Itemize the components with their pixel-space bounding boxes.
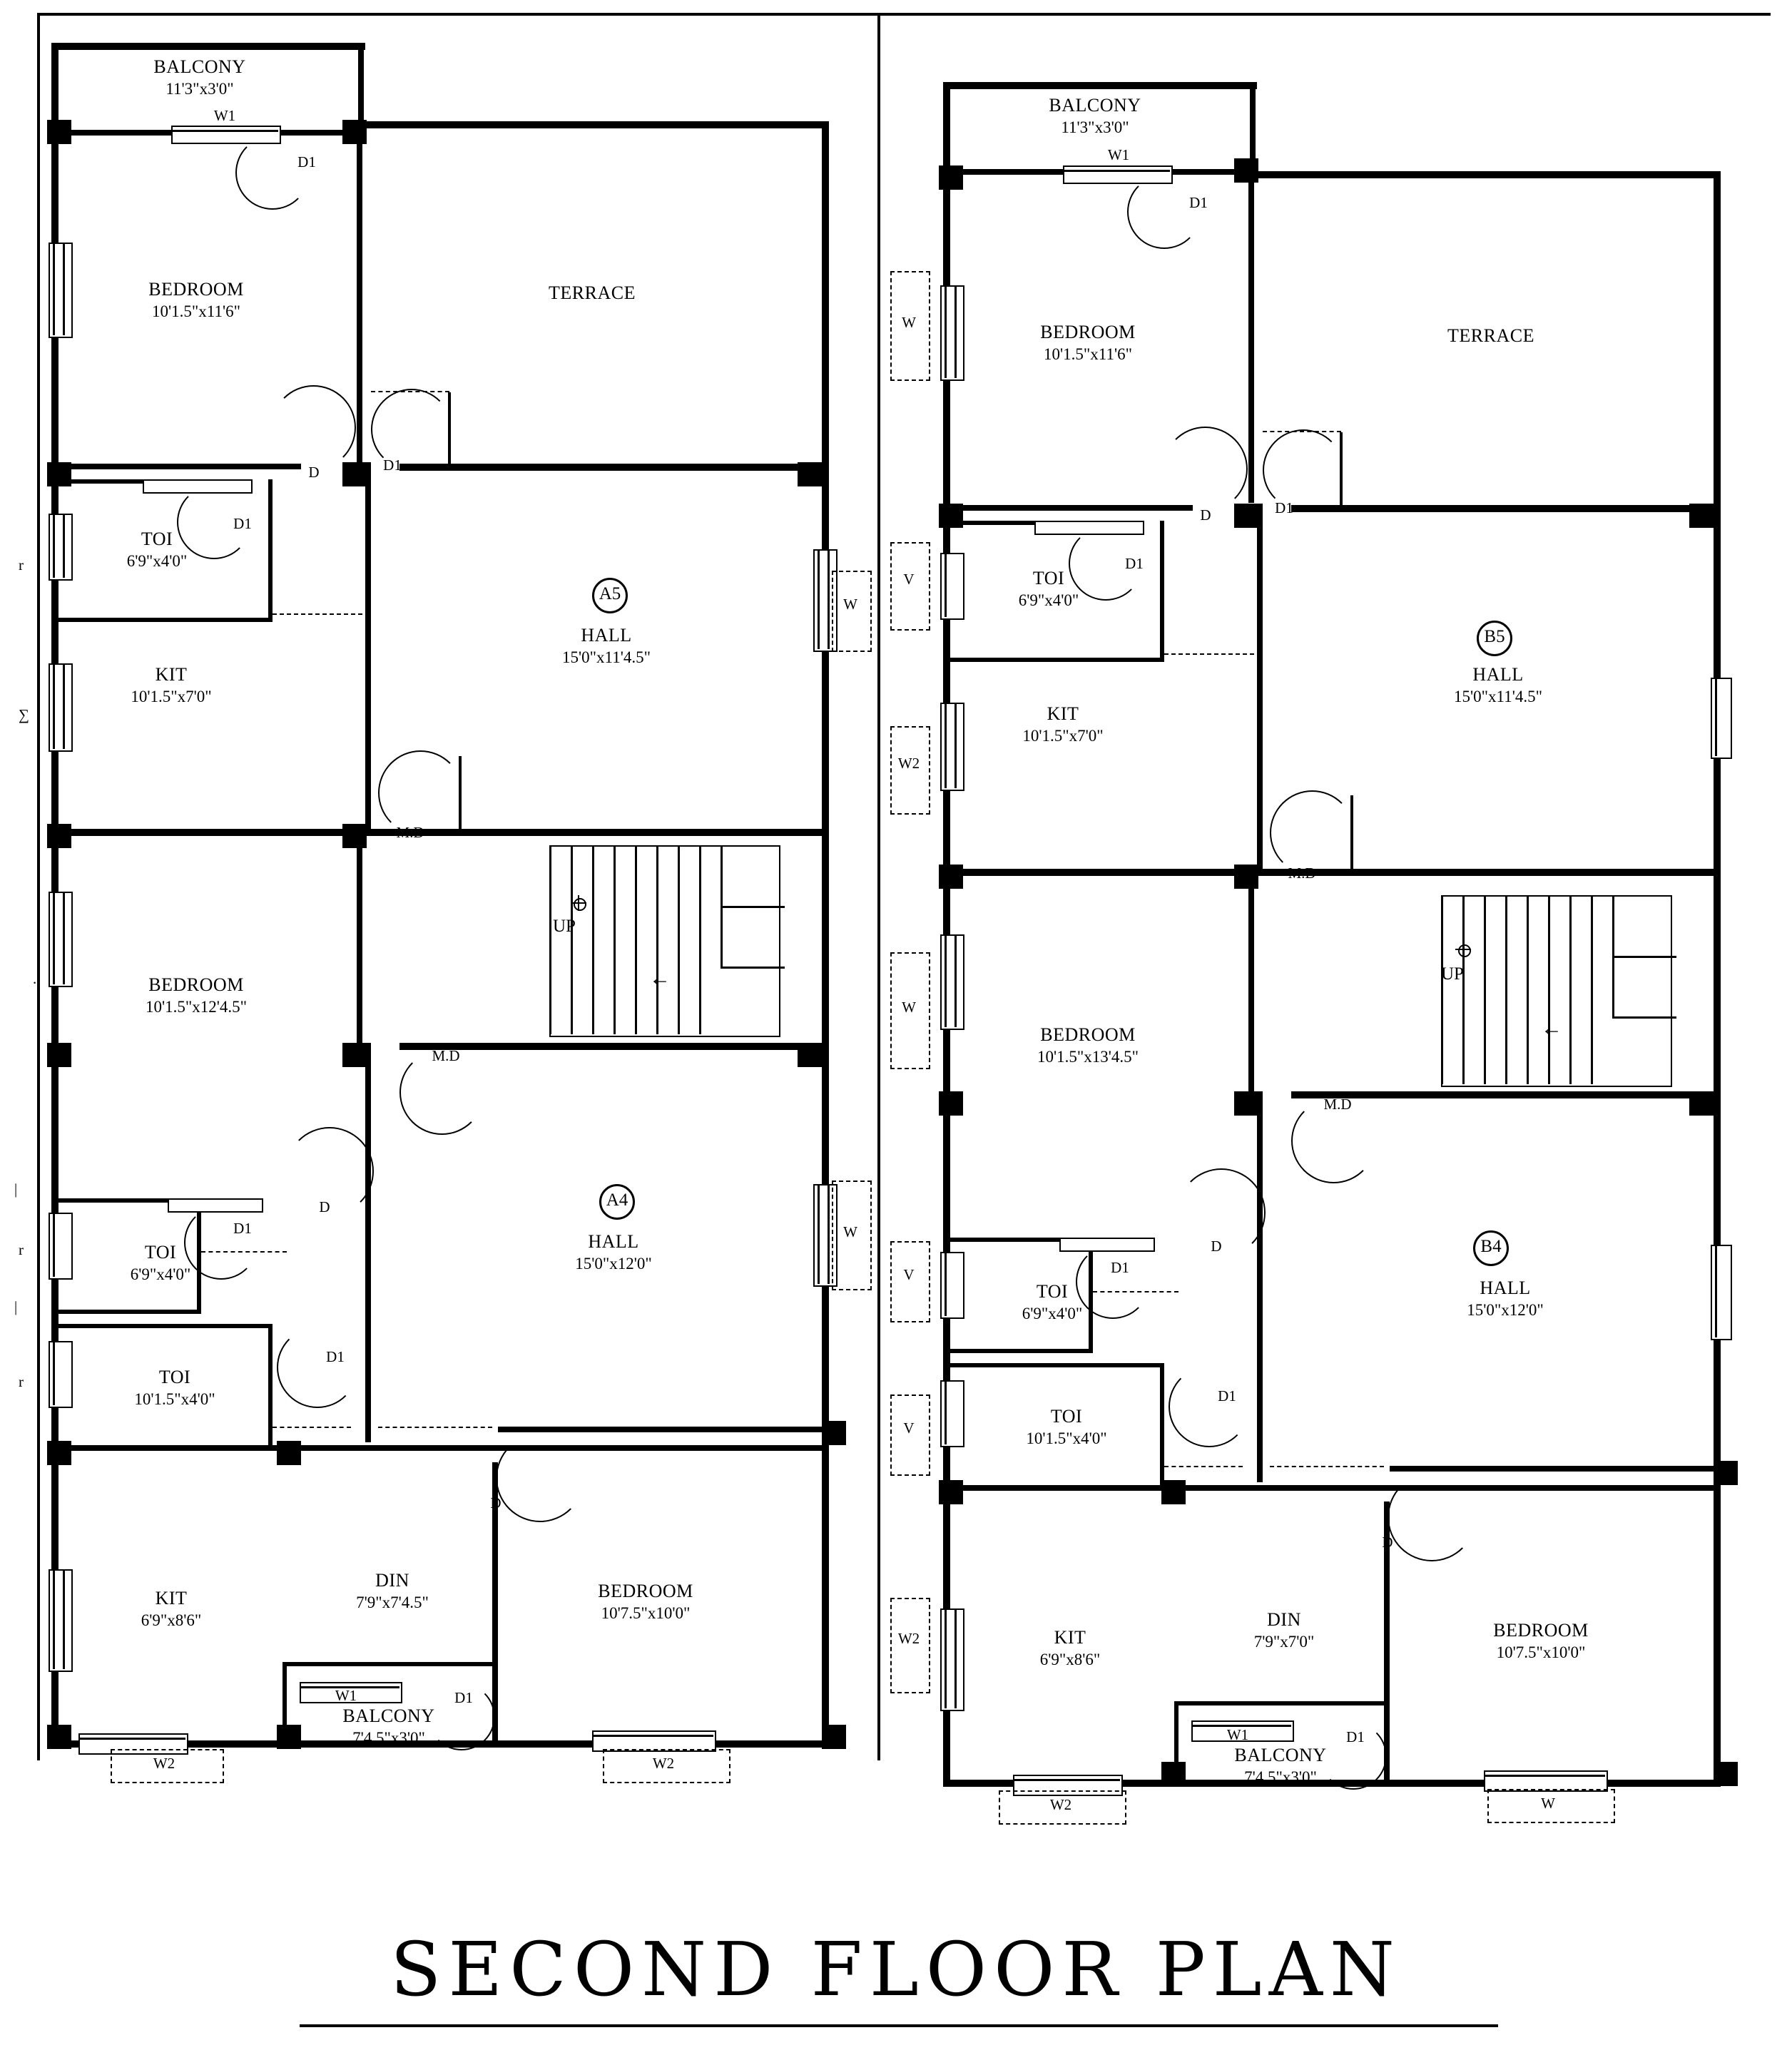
room-dim: 7'9"x7'0" xyxy=(1253,1632,1315,1651)
opening-label-d1: D1 xyxy=(1275,499,1293,516)
room-name: BEDROOM xyxy=(598,1581,693,1601)
wall-bedroom2-right-b4 xyxy=(1248,876,1254,1091)
wall-hall-left-b4 xyxy=(1257,1091,1263,1482)
opening-label-v: V xyxy=(903,571,915,588)
opening-label-w: W xyxy=(843,596,857,613)
room-bedroom-a4 xyxy=(71,974,321,1017)
room-name: BALCONY xyxy=(153,56,246,77)
wall-toi4-top-b4 xyxy=(950,1363,1164,1367)
room-dim: 11'3"x3'0" xyxy=(166,79,234,98)
room-dim: 10'1.5"x12'4.5" xyxy=(145,997,248,1016)
door-swing-arc xyxy=(285,1127,374,1215)
door-swing-arc xyxy=(371,389,452,470)
opening-label-d1: D1 xyxy=(326,1348,345,1365)
room-balcony-b5 xyxy=(988,94,1202,138)
opening-label-w1: W1 xyxy=(335,1687,357,1704)
title-underline xyxy=(300,2024,1498,2027)
room-kit-a5 xyxy=(71,663,271,707)
room-name: KIT xyxy=(155,1588,188,1608)
door-leaf xyxy=(448,392,451,467)
room-name: TOI xyxy=(158,1367,191,1387)
stair-landing-edge xyxy=(1612,1016,1676,1019)
column xyxy=(822,1725,846,1749)
door-swing-arc xyxy=(1069,526,1143,601)
stair-tread xyxy=(549,845,551,1034)
door-swing-arc xyxy=(1320,1723,1387,1790)
room-dim: 15'0"x12'0" xyxy=(575,1254,652,1273)
opening-label-w2: W2 xyxy=(652,1755,675,1772)
wall-kit-din-b4 xyxy=(950,1485,1721,1491)
column xyxy=(1714,1762,1738,1786)
window xyxy=(1711,678,1732,759)
window-line xyxy=(63,892,65,984)
opening-label-w: W xyxy=(843,1223,857,1240)
terrace-wall-top-b xyxy=(1257,171,1721,178)
column xyxy=(1234,504,1258,528)
room-bedroom3-a4 xyxy=(528,1580,763,1623)
room-dim: 11'3"x3'0" xyxy=(1061,118,1129,136)
stair-tread xyxy=(656,845,658,1034)
window-line xyxy=(53,514,55,578)
plan-title: SECOND FLOOR PLAN xyxy=(390,1926,1402,2013)
window-line xyxy=(63,1569,65,1669)
window xyxy=(1711,1245,1732,1340)
opening-label-w2: W2 xyxy=(897,755,920,772)
room-name: KIT xyxy=(155,664,188,685)
door-swing-arc xyxy=(1177,1168,1266,1257)
edge-tick: | xyxy=(14,1181,18,1198)
edge-tick: r xyxy=(19,1241,24,1258)
opening-label-md: M.D xyxy=(1288,865,1316,882)
room-name: BALCONY xyxy=(342,1705,435,1726)
room-kit-b4 xyxy=(992,1626,1149,1670)
opening-label-w1: W1 xyxy=(213,107,236,124)
stair-tread xyxy=(1441,895,1443,1084)
room-dim: 6'9"x4'0" xyxy=(1018,591,1079,609)
room-dim: 6'9"x4'0" xyxy=(126,551,188,570)
opening-label-d1: D1 xyxy=(1218,1387,1236,1404)
dash-line xyxy=(273,1427,351,1428)
column xyxy=(47,1725,71,1749)
room-name: BEDROOM xyxy=(148,974,244,995)
room-toi2-b4 xyxy=(967,1405,1166,1449)
door-swing-arc xyxy=(1388,1473,1476,1561)
wall-hall-top-a5 xyxy=(399,464,828,471)
opening-label-d1: D1 xyxy=(383,457,402,474)
room-hall-b5 xyxy=(1391,663,1605,707)
exterior-wall-top xyxy=(51,43,365,50)
opening-label-d: D xyxy=(319,1198,330,1215)
staircase-b xyxy=(1441,895,1672,1087)
stair-tread xyxy=(1484,895,1486,1084)
edge-tick: r xyxy=(19,1373,24,1390)
opening-label-d: D xyxy=(1211,1238,1222,1255)
wall-toi-kit-a5 xyxy=(58,618,273,622)
door-swing-arc xyxy=(177,485,251,559)
room-terrace-a5 xyxy=(471,282,713,305)
window-line xyxy=(945,703,947,788)
window-line xyxy=(1063,170,1170,172)
window-line xyxy=(171,130,278,132)
door-swing-arc xyxy=(235,136,310,210)
room-name: TOI xyxy=(1050,1406,1083,1427)
opening-label-w2: W2 xyxy=(1049,1796,1072,1813)
opening-label-d1: D1 xyxy=(233,1220,252,1237)
room-dim: 10'1.5"x11'6" xyxy=(152,302,240,320)
room-kit-a4 xyxy=(93,1587,250,1631)
opening-label-d: D xyxy=(1382,1534,1393,1551)
stair-up-label: UP xyxy=(553,917,576,936)
column xyxy=(47,824,71,848)
opening-label-md: M.D xyxy=(396,824,424,841)
stair-tread xyxy=(678,845,680,1034)
dash-line xyxy=(1263,431,1341,432)
room-bedroom-b4 xyxy=(963,1024,1213,1067)
door-swing-arc xyxy=(1076,1245,1150,1319)
wall-bedroom2-right-a4 xyxy=(357,836,362,1043)
sheet-center-divider xyxy=(877,13,880,1760)
stair-direction-arrow: ← xyxy=(1541,1016,1562,1040)
wall-toi-right-b5 xyxy=(1160,521,1164,662)
window-line xyxy=(53,243,55,335)
door-swing-arc xyxy=(378,750,463,835)
opening-label-v: V xyxy=(903,1266,915,1283)
room-dim: 15'0"x11'4.5" xyxy=(1454,687,1542,705)
wall-balcony-top-a4 xyxy=(282,1662,497,1666)
opening-label-d: D xyxy=(490,1494,502,1511)
opening-label-w: W xyxy=(902,999,916,1016)
window-line xyxy=(954,934,957,1027)
exterior-wall-right-b xyxy=(1714,171,1721,1787)
stair-tread xyxy=(1505,895,1507,1084)
door-swing-arc xyxy=(184,1205,258,1280)
wall-toi4-top-a4 xyxy=(58,1324,273,1328)
stair-center-mark xyxy=(1455,942,1471,957)
room-name: BEDROOM xyxy=(1493,1620,1589,1641)
window-line xyxy=(1715,678,1717,756)
window-line xyxy=(945,1252,947,1316)
opening-label-v: V xyxy=(903,1419,915,1437)
window-line xyxy=(945,934,947,1027)
opening-label-d1: D1 xyxy=(1346,1728,1365,1745)
column xyxy=(1714,1461,1738,1485)
room-balcony-a5 xyxy=(93,56,307,99)
room-name: BALCONY xyxy=(1234,1745,1327,1765)
stair-tread xyxy=(592,845,594,1034)
room-dim: 10'1.5"x11'6" xyxy=(1044,345,1132,363)
column xyxy=(342,462,367,486)
opening-label-w: W xyxy=(1541,1795,1555,1812)
window-line xyxy=(818,1184,820,1284)
unit-tag-a5: A5 xyxy=(592,578,628,613)
opening-label-d1: D1 xyxy=(454,1689,473,1706)
column xyxy=(822,1421,846,1445)
opening-label-w2: W2 xyxy=(897,1630,920,1647)
door-leaf xyxy=(459,756,462,831)
opening-label-w1: W1 xyxy=(1226,1726,1249,1743)
room-name: TOI xyxy=(141,529,173,549)
stair-landing-edge xyxy=(721,967,785,969)
wall-bedroom-bottom-a5 xyxy=(58,464,301,469)
wall-toi-kit-b5 xyxy=(950,658,1164,662)
stair-landing-edge xyxy=(721,906,785,908)
dash-line xyxy=(1164,1466,1243,1467)
door-swing-arc xyxy=(399,1050,484,1135)
column xyxy=(1234,158,1258,183)
window-line xyxy=(945,1608,947,1708)
window-line xyxy=(1013,1779,1120,1781)
room-terrace-b5 xyxy=(1370,325,1612,348)
room-name: TOI xyxy=(1032,568,1065,588)
sheet-border-top-left xyxy=(37,13,879,16)
room-bedroom3-b4 xyxy=(1423,1619,1659,1663)
room-dim: 15'0"x12'0" xyxy=(1467,1300,1544,1319)
stair-tread xyxy=(614,845,616,1034)
dash-line xyxy=(371,391,449,392)
wall-toi3-bottom-b4 xyxy=(950,1349,1093,1353)
door-leaf xyxy=(1340,432,1343,507)
window-line xyxy=(954,1608,957,1708)
column xyxy=(342,824,367,848)
column xyxy=(1234,1091,1258,1116)
room-bedroom-b5 xyxy=(970,321,1206,364)
column xyxy=(342,1043,367,1067)
room-dim: 10'1.5"x7'0" xyxy=(1022,726,1104,745)
edge-tick: | xyxy=(14,1298,18,1315)
edge-tick: r xyxy=(19,556,24,573)
window-line xyxy=(945,553,947,617)
room-name: KIT xyxy=(1054,1627,1086,1648)
unit-tag-b5: B5 xyxy=(1477,621,1512,656)
window-line xyxy=(53,663,55,749)
window-line xyxy=(828,549,830,649)
room-dim: 6'9"x8'6" xyxy=(141,1611,202,1629)
terrace-wall-top xyxy=(365,121,829,128)
room-kit-b5 xyxy=(963,703,1163,746)
window-line xyxy=(954,703,957,788)
window-line xyxy=(78,1738,185,1740)
window-line xyxy=(954,285,957,378)
room-dim: 10'1.5"x4'0" xyxy=(1026,1429,1107,1447)
opening-label-w: W xyxy=(902,314,916,331)
door-swing-arc xyxy=(428,1683,495,1750)
sheet-border-top-right xyxy=(879,13,1771,16)
wall-bedroom-right-b5 xyxy=(1248,175,1254,503)
unit-tag-b4: B4 xyxy=(1473,1230,1509,1266)
column xyxy=(342,120,367,144)
opening-label-d1: D1 xyxy=(1125,555,1144,572)
dash-line xyxy=(378,1427,492,1428)
room-name: HALL xyxy=(588,1231,639,1252)
door-swing-arc xyxy=(1169,1366,1250,1447)
window-line xyxy=(53,1213,55,1277)
room-hall-a5 xyxy=(499,624,713,668)
stair-tread xyxy=(1462,895,1465,1084)
door-swing-arc xyxy=(1127,175,1201,249)
door-swing-arc xyxy=(271,385,356,470)
window-line xyxy=(828,1184,830,1284)
column xyxy=(47,120,71,144)
room-name: HALL xyxy=(1472,664,1524,685)
opening-label-d1: D1 xyxy=(1111,1259,1129,1276)
wall-hall-top-b5 xyxy=(1291,505,1719,512)
dash-line xyxy=(1164,653,1261,655)
room-dim: 10'1.5"x4'0" xyxy=(134,1390,215,1408)
door-swing-arc xyxy=(1291,1098,1376,1183)
window-line xyxy=(63,514,65,578)
room-din-a4 xyxy=(300,1569,485,1613)
window-line xyxy=(53,892,55,984)
sheet-border-left xyxy=(37,13,40,1760)
opening-label-d1: D1 xyxy=(233,515,252,532)
window-line xyxy=(1484,1775,1605,1777)
exterior-wall-right xyxy=(822,121,829,1748)
room-dim: 10'1.5"x7'0" xyxy=(131,687,212,705)
wall-hall-bottom-a5 xyxy=(58,829,829,836)
room-din-b4 xyxy=(1191,1608,1377,1652)
room-name: DIN xyxy=(1267,1609,1301,1630)
room-name: BEDROOM xyxy=(1040,322,1136,342)
room-dim: 10'7.5"x10'0" xyxy=(1496,1643,1586,1661)
room-dim: 15'0"x11'4.5" xyxy=(562,648,651,666)
door-swing-arc xyxy=(496,1434,584,1522)
room-dim: 6'9"x4'0" xyxy=(1022,1304,1083,1322)
stair-tread xyxy=(1569,895,1572,1084)
opening-label-d: D xyxy=(308,464,320,481)
room-name: KIT xyxy=(1047,703,1079,724)
room-name: TERRACE xyxy=(549,282,636,303)
wall-balcony-top-b4 xyxy=(1174,1701,1388,1705)
wall-bedroom-bottom-b5 xyxy=(950,505,1193,511)
opening-label-md: M.D xyxy=(432,1047,460,1064)
wall-hall-bottom-b5 xyxy=(950,869,1721,876)
room-dim: 10'1.5"x13'4.5" xyxy=(1037,1047,1139,1066)
window-line xyxy=(818,549,820,649)
room-dim: 7'4.5"x3'0" xyxy=(352,1728,425,1747)
room-name: HALL xyxy=(1480,1278,1531,1298)
room-name: TERRACE xyxy=(1447,325,1534,346)
column xyxy=(47,1043,71,1067)
dash-line xyxy=(1270,1466,1384,1467)
window-line xyxy=(63,663,65,749)
column xyxy=(939,165,963,190)
room-hall-b4 xyxy=(1398,1277,1612,1320)
door-swing-arc xyxy=(1163,427,1248,511)
wall-toi-right-a5 xyxy=(268,479,273,622)
wall-hall-left-b5 xyxy=(1257,504,1263,875)
room-hall-a4 xyxy=(506,1230,721,1274)
opening-label-w2: W2 xyxy=(153,1755,175,1772)
column xyxy=(939,1091,963,1116)
room-dim: 6'9"x4'0" xyxy=(130,1265,191,1283)
window-line xyxy=(592,1735,713,1737)
opening-label-md: M.D xyxy=(1323,1096,1352,1113)
column xyxy=(939,1480,963,1504)
wall-bedroom3-top-a4 xyxy=(498,1427,833,1432)
window-line xyxy=(53,1569,55,1669)
dash-line xyxy=(273,613,370,615)
window-line xyxy=(945,1380,947,1444)
room-name: BEDROOM xyxy=(1040,1024,1136,1045)
column xyxy=(1161,1480,1186,1504)
window-line xyxy=(63,243,65,335)
door-leaf xyxy=(1350,795,1353,870)
room-name: TOI xyxy=(1036,1281,1069,1302)
edge-tick: . xyxy=(33,970,37,987)
room-name: BALCONY xyxy=(1049,95,1141,116)
stair-up-label: UP xyxy=(1441,964,1464,984)
opening-label-d: D xyxy=(1200,506,1211,524)
wall-toi3-bottom-a4 xyxy=(58,1310,201,1314)
staircase-a xyxy=(549,845,780,1037)
room-toi2-a4 xyxy=(75,1366,275,1409)
opening-label-d1: D1 xyxy=(1189,194,1208,211)
door-swing-arc xyxy=(1263,429,1344,511)
room-name: BEDROOM xyxy=(148,279,244,300)
stair-tread xyxy=(1527,895,1529,1084)
window-line xyxy=(1715,1245,1717,1337)
wall-hall-left-a5 xyxy=(365,462,371,833)
room-bedroom-a5 xyxy=(78,278,314,322)
stair-tread xyxy=(1591,895,1593,1084)
room-dim: 10'7.5"x10'0" xyxy=(601,1603,691,1622)
stair-direction-arrow: ← xyxy=(649,967,671,990)
room-dim: 7'9"x7'4.5" xyxy=(356,1593,429,1611)
exterior-wall-top-b xyxy=(943,82,1257,89)
room-name: HALL xyxy=(581,625,632,646)
opening-label-d1: D1 xyxy=(297,153,316,170)
stair-tread xyxy=(635,845,637,1034)
wall-bedroom3-top-b4 xyxy=(1390,1466,1725,1472)
stair-tread xyxy=(699,845,701,1034)
room-name: DIN xyxy=(375,1570,409,1591)
window-line xyxy=(945,285,947,378)
door-swing-arc xyxy=(277,1327,358,1408)
room-name: TOI xyxy=(144,1242,177,1263)
opening-label-w1: W1 xyxy=(1107,146,1130,163)
wall-bedroom-right-a5 xyxy=(357,136,362,464)
edge-tick: ∑ xyxy=(19,706,29,723)
wall-hall-left-a4 xyxy=(365,1043,371,1442)
window-line xyxy=(53,1341,55,1405)
room-dim: 7'4.5"x3'0" xyxy=(1244,1768,1317,1786)
stair-center-mark xyxy=(571,895,586,911)
door-swing-arc xyxy=(1270,790,1355,875)
room-dim: 6'9"x8'6" xyxy=(1039,1650,1101,1668)
stair-tread xyxy=(1548,895,1550,1084)
stair-tread xyxy=(571,845,573,1034)
stair-landing-edge xyxy=(1612,956,1676,958)
wall-kit-din-a4 xyxy=(58,1445,829,1451)
unit-tag-a4: A4 xyxy=(599,1184,635,1220)
